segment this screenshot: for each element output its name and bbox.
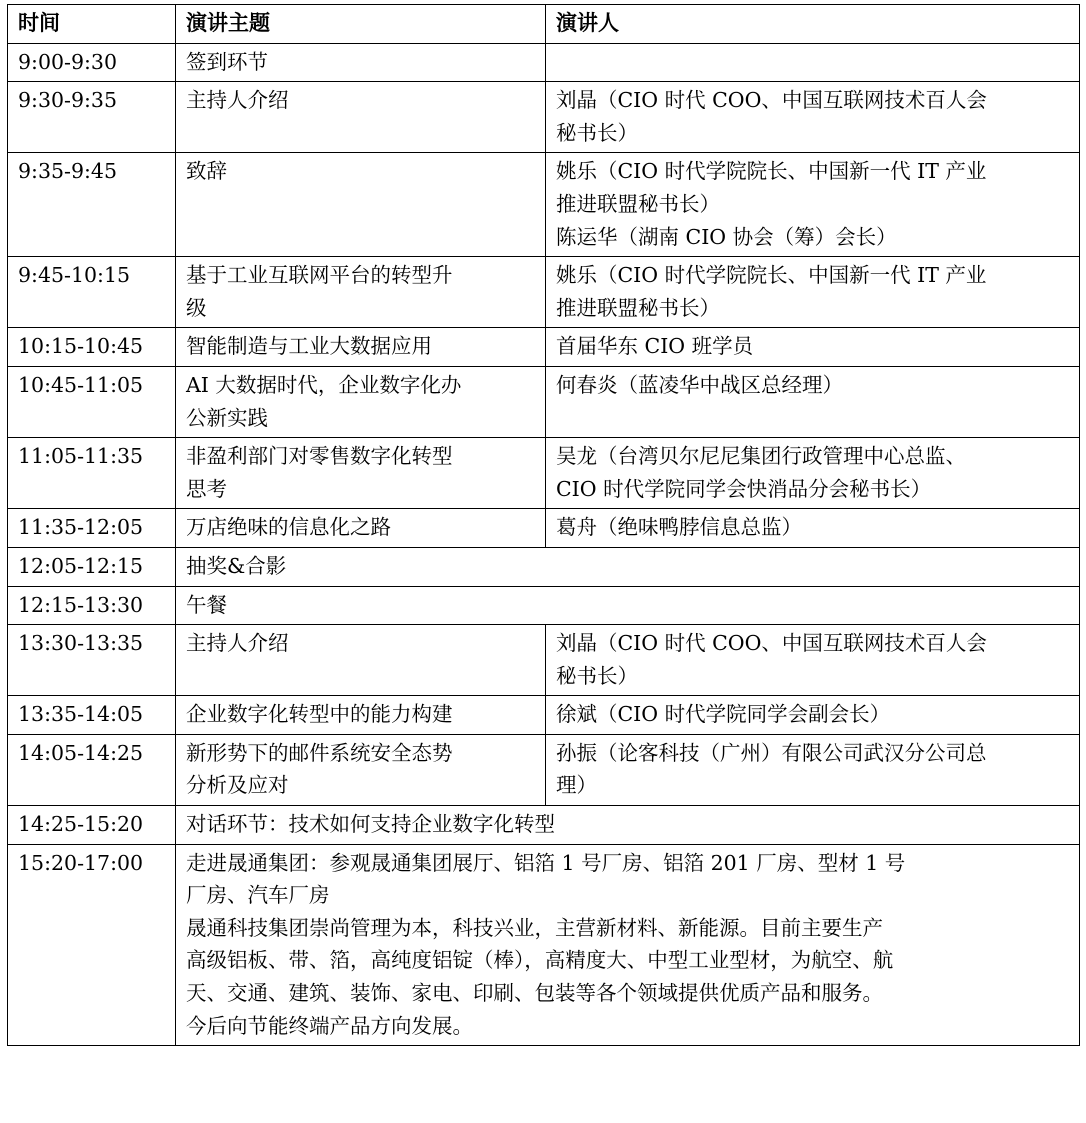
topic-cell (176, 153, 546, 257)
merged-line: 厂房、汽车厂房 (186, 883, 330, 908)
topic-cell (176, 43, 546, 82)
table-row (8, 257, 1080, 328)
speaker-cell (546, 696, 1080, 735)
header-row (8, 5, 1080, 44)
table-row (8, 509, 1080, 548)
topic-line: 级 (186, 295, 207, 320)
merged-cell (176, 844, 1080, 1046)
topic-line: 公新实践 (186, 405, 268, 430)
table-row (8, 82, 1080, 153)
speaker-line: 理） (556, 773, 597, 798)
speaker-line: 秘书长） (556, 120, 638, 145)
speaker-line: CIO 时代学院同学会快消品分会秘书长） (556, 476, 932, 501)
table-row (8, 547, 1080, 586)
table-row (8, 153, 1080, 257)
merged-line: 今后向节能终端产品方向发展。 (186, 1013, 473, 1038)
speaker-cell (546, 328, 1080, 367)
speaker-line: 陈运华（湖南 CIO 协会（筹）会长） (556, 224, 897, 249)
speaker-line: 刘晶（CIO 时代 COO、中国互联网技术百人会 (556, 88, 987, 113)
time-cell: 11:35-12:05 (8, 509, 176, 548)
speaker-cell (546, 82, 1080, 153)
speaker-line: 葛舟（绝味鸭脖信息总监） (556, 515, 802, 540)
merged-line: 抽奖&合影 (186, 553, 287, 578)
header-time: 时间 (8, 5, 176, 44)
speaker-cell (546, 625, 1080, 696)
speaker-cell (546, 509, 1080, 548)
speaker-cell (546, 734, 1080, 805)
table-row (8, 366, 1080, 437)
topic-line: 主持人介绍 (186, 631, 289, 656)
table-row (8, 438, 1080, 509)
header-speaker: 演讲人 (546, 5, 1080, 44)
topic-line: 主持人介绍 (186, 88, 289, 113)
time-cell: 15:20-17:00 (8, 844, 176, 1046)
topic-line: AI 大数据时代，企业数字化办 (186, 372, 462, 397)
topic-line: 新形势下的邮件系统安全态势 (186, 740, 453, 765)
time-cell: 13:30-13:35 (8, 625, 176, 696)
merged-cell (176, 547, 1080, 586)
time-cell: 10:15-10:45 (8, 328, 176, 367)
table-row (8, 734, 1080, 805)
speaker-line (556, 46, 1070, 79)
speaker-cell (546, 366, 1080, 437)
table-row (8, 696, 1080, 735)
speaker-line: 刘晶（CIO 时代 COO、中国互联网技术百人会 (556, 631, 987, 656)
merged-line: 高级铝板、带、箔，高纯度铝锭（棒），高精度大、中型工业型材，为航空、航 (186, 948, 894, 973)
merged-line: 走进晟通集团：参观晟通集团展厅、铝箔 1 号厂房、铝箔 201 厂房、型材 1 号 (186, 850, 906, 875)
speaker-line: 姚乐（CIO 时代学院院长、中国新一代 IT 产业 (556, 263, 987, 288)
topic-cell (176, 438, 546, 509)
speaker-line: 何春炎（蓝凌华中战区总经理） (556, 372, 843, 397)
merged-line: 对话环节：技术如何支持企业数字化转型 (186, 812, 555, 837)
merged-line: 晟通科技集团崇尚管理为本，科技兴业，主营新材料、新能源。目前主要生产 (186, 915, 883, 940)
topic-cell (176, 625, 546, 696)
topic-line: 致辞 (186, 159, 227, 184)
speaker-line: 推进联盟秘书长） (556, 191, 720, 216)
topic-cell (176, 696, 546, 735)
topic-line: 智能制造与工业大数据应用 (186, 334, 432, 359)
agenda-body (8, 43, 1080, 1046)
speaker-line: 徐斌（CIO 时代学院同学会副会长） (556, 702, 891, 727)
agenda-table (7, 4, 1080, 1046)
speaker-cell (546, 438, 1080, 509)
time-cell: 14:05-14:25 (8, 734, 176, 805)
speaker-cell (546, 43, 1080, 82)
time-cell: 9:00-9:30 (8, 43, 176, 82)
speaker-line: 姚乐（CIO 时代学院院长、中国新一代 IT 产业 (556, 159, 987, 184)
merged-line: 午餐 (186, 592, 227, 617)
speaker-line: 吴龙（台湾贝尔尼尼集团行政管理中心总监、 (556, 444, 966, 469)
time-cell: 9:45-10:15 (8, 257, 176, 328)
topic-line: 万店绝味的信息化之路 (186, 515, 391, 540)
topic-cell (176, 82, 546, 153)
topic-cell (176, 257, 546, 328)
topic-cell (176, 509, 546, 548)
time-cell: 14:25-15:20 (8, 806, 176, 845)
merged-cell (176, 806, 1080, 845)
merged-cell (176, 586, 1080, 625)
time-cell: 11:05-11:35 (8, 438, 176, 509)
table-row (8, 806, 1080, 845)
topic-line: 签到环节 (186, 49, 268, 74)
speaker-line: 秘书长） (556, 663, 638, 688)
time-cell: 10:45-11:05 (8, 366, 176, 437)
header-topic: 演讲主题 (176, 5, 546, 44)
time-cell: 12:15-13:30 (8, 586, 176, 625)
table-row (8, 586, 1080, 625)
time-cell: 12:05-12:15 (8, 547, 176, 586)
table-row (8, 625, 1080, 696)
topic-cell (176, 734, 546, 805)
speaker-line: 推进联盟秘书长） (556, 295, 720, 320)
topic-line: 思考 (186, 476, 227, 501)
speaker-line: 孙振（论客科技（广州）有限公司武汉分公司总 (556, 740, 987, 765)
time-cell: 9:30-9:35 (8, 82, 176, 153)
speaker-cell (546, 153, 1080, 257)
time-cell: 13:35-14:05 (8, 696, 176, 735)
agenda-document (7, 4, 1080, 1046)
topic-line: 企业数字化转型中的能力构建 (186, 702, 453, 727)
topic-cell (176, 328, 546, 367)
topic-line: 非盈利部门对零售数字化转型 (186, 444, 453, 469)
topic-line: 基于工业互联网平台的转型升 (186, 263, 453, 288)
merged-line: 天、交通、建筑、装饰、家电、印刷、包装等各个领域提供优质产品和服务。 (186, 981, 883, 1006)
topic-line: 分析及应对 (186, 773, 289, 798)
topic-cell (176, 366, 546, 437)
table-row (8, 328, 1080, 367)
table-row (8, 43, 1080, 82)
speaker-cell (546, 257, 1080, 328)
table-row (8, 844, 1080, 1046)
time-cell: 9:35-9:45 (8, 153, 176, 257)
speaker-line: 首届华东 CIO 班学员 (556, 334, 754, 359)
